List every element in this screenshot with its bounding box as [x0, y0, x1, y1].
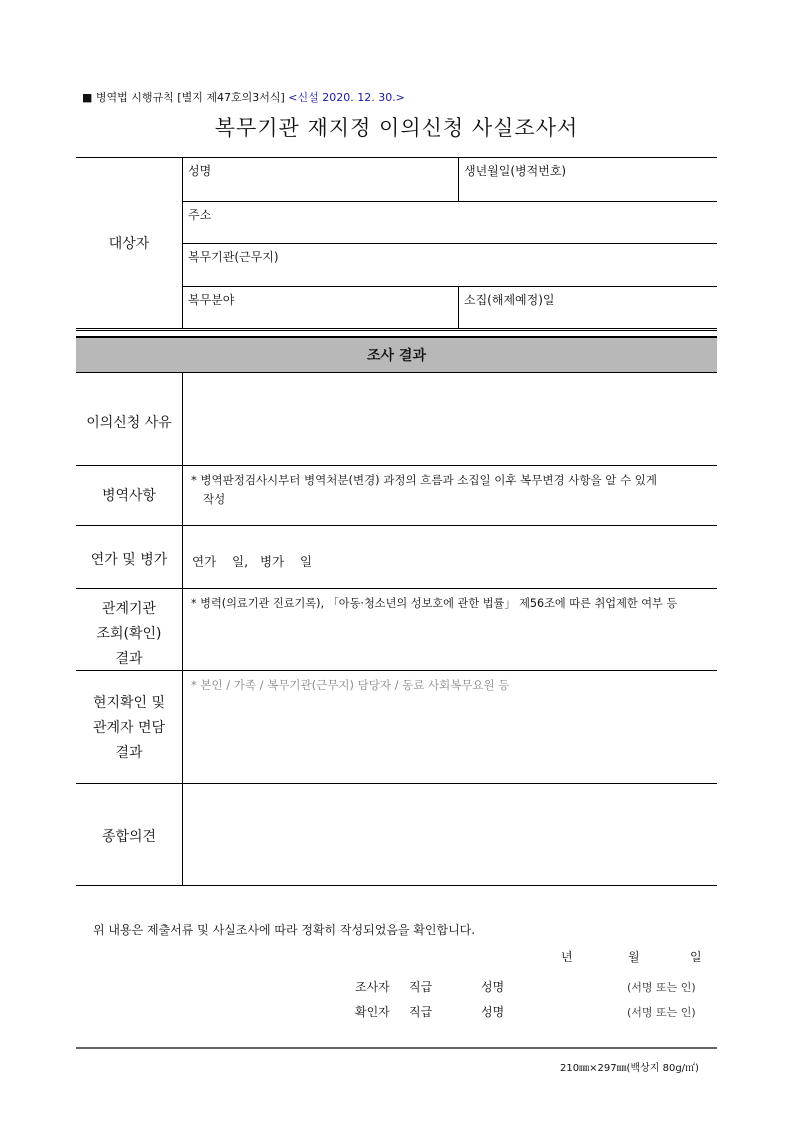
column-divider: [458, 286, 459, 329]
results-header-border: [76, 372, 717, 373]
column-divider: [458, 157, 459, 201]
row-divider: [182, 243, 717, 244]
objection-reason-label: 이의신청 사유: [86, 415, 172, 431]
column-divider: [182, 373, 183, 886]
military-note-line: * 병역판정검사시부터 병역처분(변경) 과정의 흐름과 소집일 이후 복무변경 사항을 알 수 있게: [191, 473, 657, 487]
confirmation-statement: 위 내용은 제출서류 및 사실조사에 따라 정확히 작성되었음을 확인합니다.: [93, 923, 476, 937]
investigator-rank-label: 직급: [409, 980, 433, 994]
day-label: 일: [690, 950, 702, 964]
military-note-line: 작성: [203, 492, 226, 506]
subject-bottom-border: [76, 328, 717, 329]
leave-label: 연가 및 병가: [90, 552, 168, 568]
amendment-note: <신설 2020. 12. 30.>: [288, 91, 405, 104]
agency-inquiry-label: [76, 597, 182, 672]
agency-inquiry-line: 관계기관: [101, 601, 157, 617]
footer-rule: [76, 1047, 717, 1049]
site-check-line: 결과: [115, 745, 143, 761]
subject-bottom-border: [76, 330, 717, 331]
enlist-date-label: 소집(해제예정)일: [464, 293, 555, 307]
agency-inquiry-note: * 병력(의료기관 진료기록), 「아동·청소년의 성보호에 관한 법률」 제56조에 따른 취업제한 여부 등: [191, 597, 678, 610]
military-record-label: 병역사항: [101, 488, 157, 504]
square-bullet: ■: [82, 91, 93, 104]
subject-top-border: [76, 157, 717, 158]
site-check-label: [76, 691, 182, 766]
row-divider: [76, 783, 717, 784]
leave-days-text: 연가 일, 병가 일: [192, 554, 313, 569]
service-field-label: 복무분야: [188, 293, 235, 307]
results-top-border: [76, 336, 717, 338]
column-divider: [182, 157, 183, 329]
confirmer-label: 확인자: [355, 1005, 390, 1019]
address-label: 주소: [188, 208, 212, 222]
regulation-reference: 병역법 시행규칙 [별지 제47호의3서식]: [95, 91, 285, 104]
row-divider: [76, 588, 717, 589]
results-bottom-border: [76, 885, 717, 886]
name-label: 성명: [188, 164, 212, 178]
military-record-note: [191, 471, 711, 509]
row-divider: [182, 286, 717, 287]
row-divider: [182, 201, 717, 202]
agency-inquiry-line: 결과: [115, 651, 143, 667]
overall-opinion-label: 종합의견: [101, 829, 157, 845]
paper-spec: 210㎜×297㎜(백상지 80g/㎡): [560, 1063, 699, 1074]
site-check-line: 현지확인 및: [92, 695, 166, 711]
birth-label: 생년월일(병적번호): [464, 164, 567, 178]
subject-label: 대상자: [108, 236, 150, 252]
month-label: 월: [628, 950, 640, 964]
investigator-name-label: 성명: [481, 980, 505, 994]
agency-inquiry-line: 조회(확인): [96, 626, 162, 642]
regulation-header: [82, 89, 405, 105]
investigator-signature-label: (서명 또는 인): [627, 981, 696, 994]
confirmer-signature-label: (서명 또는 인): [627, 1006, 696, 1019]
year-label: 년: [561, 950, 573, 964]
investigator-label: 조사자: [355, 980, 390, 994]
confirmer-name-label: 성명: [481, 1005, 505, 1019]
page-title: 복무기관 재지정 이의신청 사실조사서: [214, 116, 579, 140]
agency-label: 복무기관(근무지): [188, 250, 279, 264]
site-check-line: 관계자 면담: [92, 720, 166, 736]
site-check-note: * 본인 / 가족 / 복무기관(근무지) 담당자 / 동료 사회복무요원 등: [191, 678, 510, 692]
row-divider: [76, 465, 717, 466]
row-divider: [76, 525, 717, 526]
confirmer-rank-label: 직급: [409, 1005, 433, 1019]
results-header: 조사 결과: [367, 348, 426, 364]
